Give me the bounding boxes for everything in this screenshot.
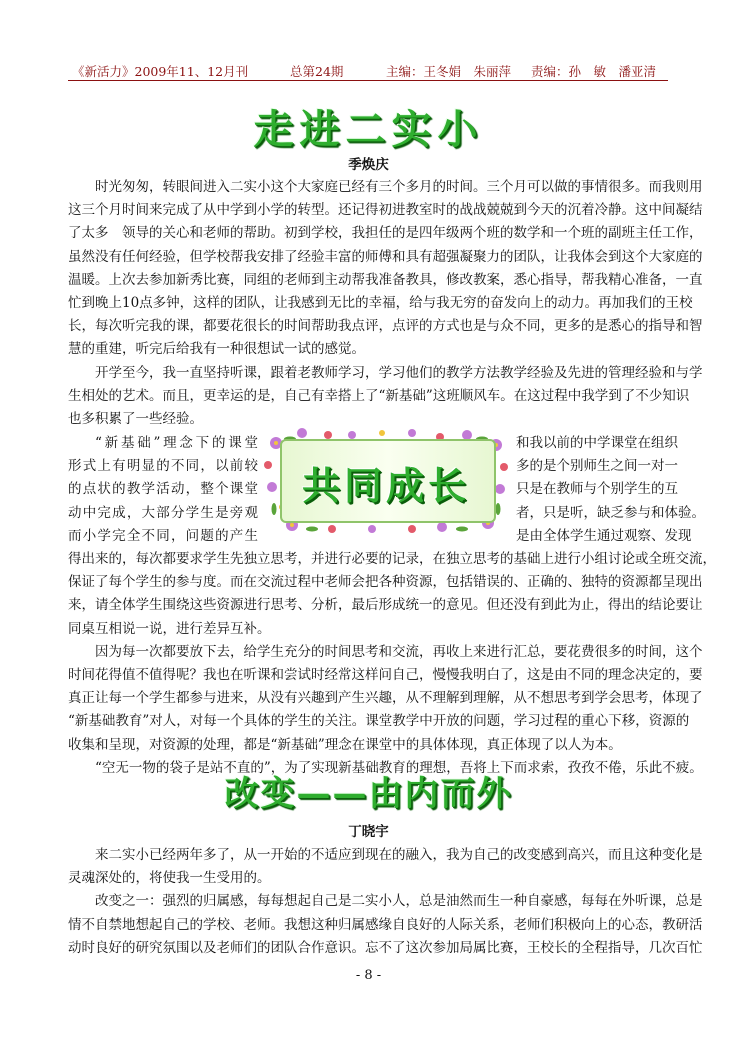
text-line: 得出来的，每次都要求学生先独立思考，并进行必要的记录，在独立思考的基础上进行小组讨论或全班交流， (68, 551, 716, 567)
text-line: 同桌互相说一说，进行差异互补。 (68, 620, 271, 637)
text-line: 时光匆匆，转眼间进入二实小这个大家庭已经有三个多月的时间。三个月可以做的事情很多。而我则用 (95, 179, 703, 195)
text-line: 的点状的教学活动，整个课堂 (68, 481, 258, 498)
text-line: 多的是个别师生之间一对一 (516, 458, 678, 475)
text-line: 真正让每一个学生都参与进来，从没有兴趣到产生兴趣，从不理解到理解，从不想思考到学会思考，体现了 (68, 690, 703, 707)
text-line: 形式上有明显的不同，以前较 (68, 458, 258, 475)
banner-text: 共同成长 (301, 464, 470, 508)
text-line: “空无一物的袋子是站不直的”，为了实现新基础教育的理想，吾将上下而求索，孜孜不倦，乐此不疲。 (95, 759, 703, 776)
text-line: 了太多 领导的关心和老师的帮助。初到学校，我担任的是四年级两个班的数学和一个班的副班主任工作， (68, 225, 703, 242)
text-line: 动中完成，大部分学生是旁观 (68, 504, 258, 521)
journal-name: 《新活力》2009年11、12月刊 (72, 64, 249, 79)
text-line: 保证了每个学生的参与度。而在交流过程中老师会把各种资源，包括错误的、正确的、独特的资源都呈现出 (68, 574, 703, 591)
article1-author: 季焕庆 (348, 157, 389, 173)
article2-author: 丁晓宇 (348, 824, 389, 840)
text-line: 生相处的艺术。而且，更幸运的是，自己有幸搭上了“新基础”这班顺风车。在这过程中我学到了不少知识 (68, 387, 690, 404)
text-line: 收集和呈现，对资源的处理，都是“新基础”理念在课堂中的具体体现，真正体现了以人为本。 (68, 736, 622, 753)
text-line: 而小学完全不同，问题的产生 (68, 527, 258, 544)
page-number: - 8 - (355, 968, 382, 983)
text-line: “新基础”理念下的课堂 (95, 435, 258, 451)
text-line: 也多积累了一些经验。 (68, 411, 203, 427)
text-line: 慧的重建，听完后给我有一种很想试一试的感觉。 (68, 341, 365, 358)
text-line: 和我以前的中学课堂在组织 (516, 435, 678, 451)
text-line: 只是在教师与个别学生的互 (516, 481, 678, 498)
banner-growing-together (262, 425, 510, 535)
text-line: 来二实小已经两年多了，从一开始的不适应到现在的融入，我为自己的改变感到高兴，而且这种变化是 (95, 847, 703, 863)
text-line: 来，请全体学生围绕这些资源进行思考、分析，最后形成统一的意见。但还没有到此为止，得出的结论要让 (68, 597, 703, 614)
article2-title: 改变——由内而外 (224, 774, 513, 814)
chief-editors: 主编：王冬娟 朱丽萍 (386, 64, 512, 79)
text-line: 情不自禁地想起自己的学校、老师。我想这种归属感缘自良好的人际关系，老师们积极向上的心态，教研活 (68, 916, 703, 933)
text-line: 因为每一次都要放下去，给学生充分的时间思考和交流，再收上来进行汇总，要花费很多的时间，这个 (95, 643, 703, 660)
page-header (68, 60, 668, 81)
responsible-editors: 责编：孙 敏 潘亚清 (531, 64, 657, 79)
text-line: 开学至今，我一直坚持听课，跟着老教师学习，学习他们的教学方法教学经验及先进的管理经验和与学 (95, 364, 703, 381)
text-line: 温暖。上次去参加新秀比赛，同组的老师到主动帮我准备教具，修改教案，悉心指导，帮我精心准备，一直 (68, 271, 703, 288)
text-line: 是由全体学生通过观察、发现 (516, 527, 692, 544)
text-line: 虽然没有任何经验，但学校帮我安排了经验丰富的师傅和具有超强凝聚力的团队，让我体会到这个大家庭的 (68, 248, 703, 265)
text-line: 改变之一：强烈的归属感，每每想起自己是二实小人，总是油然而生一种自豪感，每每在外听课，总是 (95, 893, 703, 910)
text-line: 灵魂深处的，将使我一生受用的。 (68, 870, 271, 887)
text-line: 动时良好的研究氛围以及老师们的团队合作意识。忘不了这次参加局属比赛，王校长的全程指导，几次百忙 (68, 939, 703, 956)
text-line: 长，每次听完我的课，都要花很长的时间帮助我点评，点评的方式也是与众不同，更多的是悉心的指导和智 (68, 318, 703, 335)
text-line: 忙到晚上10点多钟，这样的团队，让我感到无比的幸福，给与我无穷的奋发向上的动力。再加我们的王校 (68, 295, 693, 311)
text-line: “新基础教育”对人，对每一个具体的学生的关注。课堂教学中开放的问题，学习过程的重心下移，资源的 (68, 713, 690, 730)
issue-number: 总第24期 (290, 64, 344, 79)
text-line: 时间花得值不值得呢？我也在听课和尝试时经常这样问自己，慢慢我明白了，这是由不同的理念决定的，要 (68, 667, 703, 683)
article1-title: 走进二实小 (253, 107, 484, 153)
text-line: 者，只是听，缺乏参与和体验。 (516, 504, 705, 521)
text-line: 这三个月时间来完成了从中学到小学的转型。还记得初进教室时的战战兢兢到今天的沉着冷静。这中间凝结 (68, 202, 703, 219)
